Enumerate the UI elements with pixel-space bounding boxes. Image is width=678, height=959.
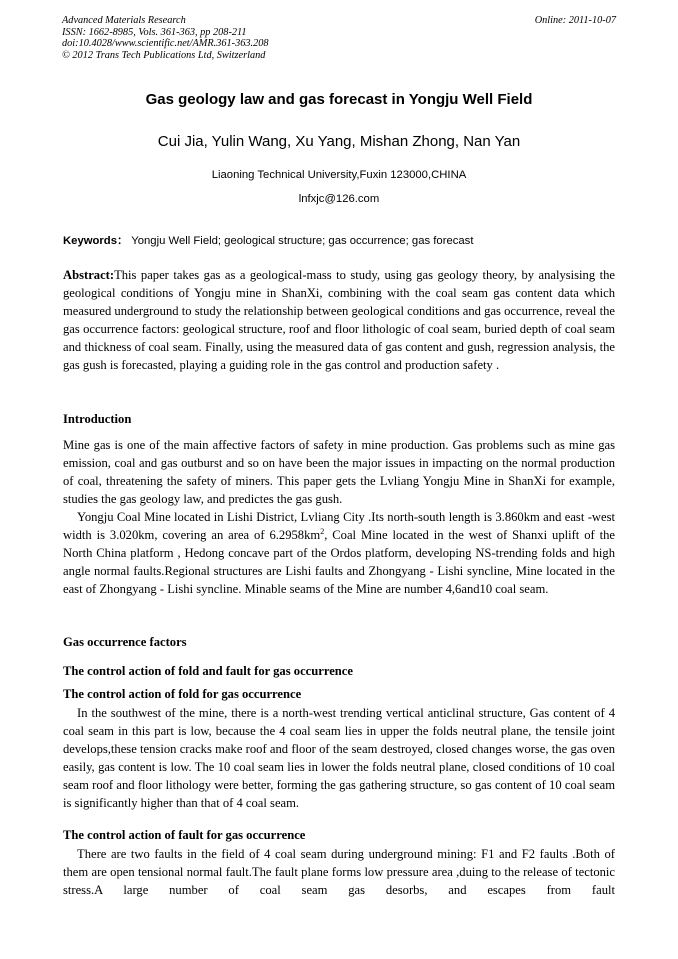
fault-body — [63, 845, 615, 899]
para2-text-a: Yongju Coal Mine located in Lishi District, Lvliang City .Its north-south length is 3.860km and east -west width is 3.020km, covering an area of 6.2958km — [63, 510, 615, 542]
copyright-line: © 2012 Trans Tech Publications Ltd, Switzerland — [62, 49, 266, 61]
para2-text-b: , Coal Mine located in the west of Shanxi uplift of the North China platform , Hedong concave part of the Ordos platform, developing NS-trending folds and high angle normal faults.Regional structures are Lishi faults and Zhongyang - Lishi syncline, Mine located in the east of Zhongyang - Lishi syncline. Minable seams of the Mine are number 4,6and10 coal seam. — [63, 528, 616, 596]
introduction-paragraph-1: Mine gas is one of the main affective factors of safety in mine production. Gas problems such as mine gas emission, coal and gas outburst and so on have been the major issues in impacting on the normal production of coal, threatening the safety of miners. This paper gets the Lvliang Yongju Mine in ShanXi for example, studies the gas geology law, and predictes the gas gush. — [63, 438, 615, 506]
fold-paragraph: In the southwest of the mine, there is a north-west trending vertical anticlinal structure, Gas content of 4 coal seam in this part is low, because the 4 coal seam lies in upper the folds neutral plane, the tensile joint develops,these tension cracks make roof and floor of the seam destroyed, closed changes worse, the gas oven easily, gas content is low. The 10 coal seam lies in lower the folds neutral plane, closed conditions of 10 coal seam roof and floor lithology were better, forming the gas gathering structure, so gas content of 10 coal seam is significantly higher than that of 4 coal seam. — [63, 706, 615, 810]
contact-email: lnfxjc@126.com — [298, 193, 380, 205]
subsection-heading-fold: The control action of fold for gas occurrence — [63, 687, 302, 701]
keywords-label: Keywords： — [63, 235, 129, 247]
abstract — [63, 266, 615, 374]
fold-body — [63, 704, 615, 812]
keywords-text: Yongju Well Field; geological structure; gas occurrence; gas forecast — [131, 235, 474, 247]
subsection-heading-fault: The control action of fault for gas occurrence — [63, 828, 306, 842]
author-list: Cui Jia, Yulin Wang, Xu Yang, Mishan Zhong, Nan Yan — [157, 133, 521, 150]
issn-line: ISSN: 1662-8985, Vols. 361-363, pp 208-211 — [62, 26, 247, 38]
doi-line: doi:10.4028/www.scientific.net/AMR.361-363.208 — [62, 38, 269, 49]
online-date: Online: 2011-10-07 — [534, 15, 616, 26]
introduction-paragraph-2 — [63, 508, 615, 598]
journal-header — [62, 15, 269, 61]
superscript: 2 — [320, 526, 325, 536]
subsection-heading-fold-fault: The control action of fold and fault for gas occurrence — [63, 664, 353, 678]
section-heading-gas-occurrence: Gas occurrence factors — [63, 635, 187, 649]
keywords — [63, 232, 623, 248]
fault-paragraph: There are two faults in the field of 4 coal seam during underground mining: F1 and F2 faults .Both of them are open tensional normal fault.The fault plane forms low pressure area ,duing to the release of tectonic stress.A large number of coal seam gas desorbs, and escapes from fault — [63, 847, 615, 897]
section-heading-introduction: Introduction — [63, 412, 132, 426]
paper-title: Gas geology law and gas forecast in Yongju Well Field — [145, 91, 533, 108]
abstract-label: Abstract: — [63, 268, 115, 282]
journal-name: Advanced Materials Research — [62, 15, 186, 26]
introduction-body — [63, 436, 615, 598]
abstract-text: This paper takes gas as a geological-mass to study, using gas geology theory, by analysising the geological conditions of Yongju mine in ShanXi, combining with the coal seam gas content data which measured underground to study the relationship between geological conditions and gas occurrence, reveal the gas occurrence factors: geological structure, roof and floor lithologic of coal seam, buried depth of coal seam and thickness of coal seam. Finally, using the measured data of gas content and gush, regression analysis, the gas gush is forecasted, playing a guiding role in the gas control and production safety . — [63, 268, 615, 372]
affiliation: Liaoning Technical University,Fuxin 123000,CHINA — [211, 169, 467, 181]
